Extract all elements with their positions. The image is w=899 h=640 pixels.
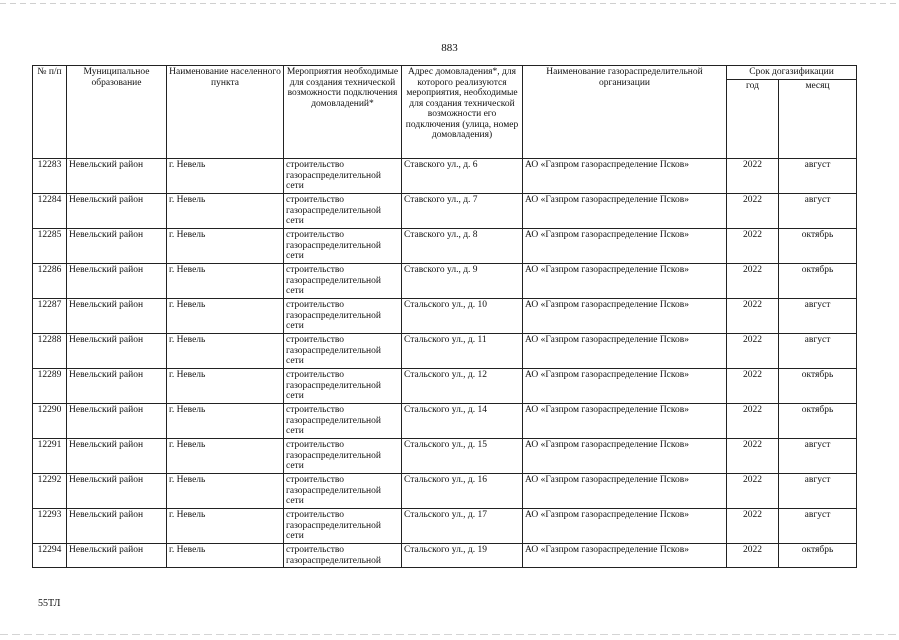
table-row bbox=[33, 369, 857, 404]
cell-organization: АО «Газпром газораспределение Псков» bbox=[523, 159, 727, 194]
cell-measure: строительство газораспределительной сети bbox=[284, 509, 402, 544]
cell-municipality: Невельский район bbox=[67, 509, 167, 544]
cell-organization: АО «Газпром газораспределение Псков» bbox=[523, 299, 727, 334]
cell-settlement: г. Невель bbox=[167, 194, 284, 229]
cell-num: 12286 bbox=[33, 264, 67, 299]
cell-measure: строительство газораспределительной сети bbox=[284, 334, 402, 369]
header-year: год bbox=[727, 80, 779, 159]
cell-num: 12291 bbox=[33, 439, 67, 474]
header-municipality: Муниципальное образование bbox=[67, 66, 167, 159]
cell-organization: АО «Газпром газораспределение Псков» bbox=[523, 509, 727, 544]
cell-address: Стальского ул., д. 11 bbox=[402, 334, 523, 369]
gasification-table bbox=[32, 65, 857, 568]
cell-settlement: г. Невель bbox=[167, 264, 284, 299]
cell-municipality: Невельский район bbox=[67, 229, 167, 264]
scan-artifact-bottom bbox=[0, 634, 899, 635]
cell-address: Стальского ул., д. 12 bbox=[402, 369, 523, 404]
cell-municipality: Невельский район bbox=[67, 334, 167, 369]
table-row bbox=[33, 194, 857, 229]
cell-num: 12293 bbox=[33, 509, 67, 544]
header-measure: Мероприятия необходимые для создания технической возможности подключения домовладений* bbox=[284, 66, 402, 159]
table-row bbox=[33, 439, 857, 474]
cell-municipality: Невельский район bbox=[67, 194, 167, 229]
header-num: № п/п bbox=[33, 66, 67, 159]
cell-month: август bbox=[779, 439, 857, 474]
cell-measure: строительство газораспределительной сети bbox=[284, 194, 402, 229]
cell-month: август bbox=[779, 159, 857, 194]
cell-address: Стальского ул., д. 14 bbox=[402, 404, 523, 439]
cell-address: Стальского ул., д. 10 bbox=[402, 299, 523, 334]
cell-municipality: Невельский район bbox=[67, 474, 167, 509]
table-row bbox=[33, 229, 857, 264]
cell-num: 12287 bbox=[33, 299, 67, 334]
cell-measure: строительство газораспределительной сети bbox=[284, 159, 402, 194]
cell-address: Стальского ул., д. 15 bbox=[402, 439, 523, 474]
cell-settlement: г. Невель bbox=[167, 404, 284, 439]
cell-year: 2022 bbox=[727, 159, 779, 194]
cell-month: август bbox=[779, 474, 857, 509]
cell-num: 12292 bbox=[33, 474, 67, 509]
cell-measure: строительство газораспределительной сети bbox=[284, 229, 402, 264]
header-month: месяц bbox=[779, 80, 857, 159]
cell-address: Ставского ул., д. 8 bbox=[402, 229, 523, 264]
cell-num: 12290 bbox=[33, 404, 67, 439]
cell-settlement: г. Невель bbox=[167, 544, 284, 568]
header-organization: Наименование газораспределительной организации bbox=[523, 66, 727, 159]
cell-month: октябрь bbox=[779, 229, 857, 264]
cell-measure: строительство газораспределительной сети bbox=[284, 369, 402, 404]
cell-organization: АО «Газпром газораспределение Псков» bbox=[523, 474, 727, 509]
scan-artifact-top bbox=[0, 3, 899, 4]
cell-month: октябрь bbox=[779, 404, 857, 439]
cell-month: октябрь bbox=[779, 544, 857, 568]
cell-organization: АО «Газпром газораспределение Псков» bbox=[523, 264, 727, 299]
cell-year: 2022 bbox=[727, 439, 779, 474]
cell-settlement: г. Невель bbox=[167, 229, 284, 264]
cell-municipality: Невельский район bbox=[67, 369, 167, 404]
cell-settlement: г. Невель bbox=[167, 299, 284, 334]
table-row bbox=[33, 264, 857, 299]
footer-code: 55ТЛ bbox=[38, 598, 61, 609]
table-row bbox=[33, 299, 857, 334]
cell-address: Ставского ул., д. 7 bbox=[402, 194, 523, 229]
cell-measure: строительство газораспределительной сети bbox=[284, 474, 402, 509]
cell-organization: АО «Газпром газораспределение Псков» bbox=[523, 404, 727, 439]
cell-month: октябрь bbox=[779, 264, 857, 299]
cell-year: 2022 bbox=[727, 229, 779, 264]
cell-num: 12283 bbox=[33, 159, 67, 194]
cell-municipality: Невельский район bbox=[67, 299, 167, 334]
cell-settlement: г. Невель bbox=[167, 334, 284, 369]
cell-num: 12289 bbox=[33, 369, 67, 404]
page-number: 883 bbox=[441, 42, 458, 54]
cell-organization: АО «Газпром газораспределение Псков» bbox=[523, 439, 727, 474]
cell-measure: строительство газораспределительной bbox=[284, 544, 402, 568]
cell-month: август bbox=[779, 194, 857, 229]
cell-settlement: г. Невель bbox=[167, 439, 284, 474]
cell-municipality: Невельский район bbox=[67, 439, 167, 474]
cell-address: Стальского ул., д. 17 bbox=[402, 509, 523, 544]
cell-settlement: г. Невель bbox=[167, 369, 284, 404]
header-address: Адрес домовладения*, для которого реализуются мероприятия, необходимые для создания технической возможности его подключения (улица, номер домовладения) bbox=[402, 66, 523, 159]
cell-num: 12288 bbox=[33, 334, 67, 369]
cell-year: 2022 bbox=[727, 194, 779, 229]
cell-municipality: Невельский район bbox=[67, 159, 167, 194]
table-row bbox=[33, 159, 857, 194]
cell-month: октябрь bbox=[779, 369, 857, 404]
cell-measure: строительство газораспределительной сети bbox=[284, 264, 402, 299]
table-row bbox=[33, 474, 857, 509]
cell-settlement: г. Невель bbox=[167, 509, 284, 544]
cell-municipality: Невельский район bbox=[67, 404, 167, 439]
cell-month: август bbox=[779, 509, 857, 544]
cell-organization: АО «Газпром газораспределение Псков» bbox=[523, 369, 727, 404]
cell-year: 2022 bbox=[727, 369, 779, 404]
header-settlement: Наименование населенного пункта bbox=[167, 66, 284, 159]
cell-year: 2022 bbox=[727, 509, 779, 544]
cell-organization: АО «Газпром газораспределение Псков» bbox=[523, 334, 727, 369]
table-row bbox=[33, 509, 857, 544]
cell-organization: АО «Газпром газораспределение Псков» bbox=[523, 229, 727, 264]
cell-year: 2022 bbox=[727, 264, 779, 299]
table-row bbox=[33, 334, 857, 369]
cell-measure: строительство газораспределительной сети bbox=[284, 404, 402, 439]
cell-measure: строительство газораспределительной сети bbox=[284, 299, 402, 334]
cell-num: 12284 bbox=[33, 194, 67, 229]
cell-year: 2022 bbox=[727, 299, 779, 334]
table-row bbox=[33, 404, 857, 439]
table-row bbox=[33, 544, 857, 568]
cell-address: Ставского ул., д. 9 bbox=[402, 264, 523, 299]
header-deadline: Срок догазификации bbox=[727, 66, 857, 80]
cell-address: Стальского ул., д. 19 bbox=[402, 544, 523, 568]
table-body bbox=[33, 159, 857, 568]
cell-year: 2022 bbox=[727, 544, 779, 568]
cell-organization: АО «Газпром газораспределение Псков» bbox=[523, 544, 727, 568]
cell-municipality: Невельский район bbox=[67, 544, 167, 568]
cell-address: Стальского ул., д. 16 bbox=[402, 474, 523, 509]
cell-organization: АО «Газпром газораспределение Псков» bbox=[523, 194, 727, 229]
cell-year: 2022 bbox=[727, 334, 779, 369]
cell-num: 12294 bbox=[33, 544, 67, 568]
cell-year: 2022 bbox=[727, 404, 779, 439]
cell-settlement: г. Невель bbox=[167, 474, 284, 509]
cell-settlement: г. Невель bbox=[167, 159, 284, 194]
cell-municipality: Невельский район bbox=[67, 264, 167, 299]
cell-num: 12285 bbox=[33, 229, 67, 264]
cell-month: август bbox=[779, 334, 857, 369]
cell-year: 2022 bbox=[727, 474, 779, 509]
cell-address: Ставского ул., д. 6 bbox=[402, 159, 523, 194]
cell-measure: строительство газораспределительной сети bbox=[284, 439, 402, 474]
cell-month: август bbox=[779, 299, 857, 334]
